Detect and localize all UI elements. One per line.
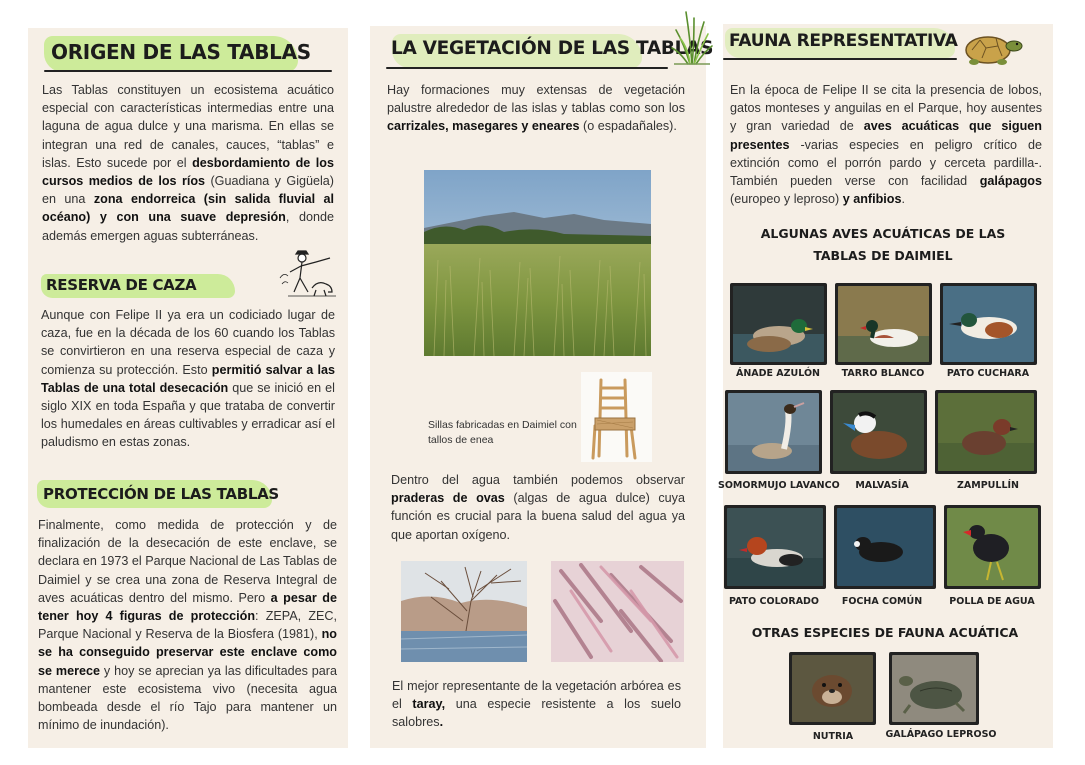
chair-caption: Sillas fabricadas en Daimiel con tallos de enea xyxy=(428,419,577,446)
other-fauna-heading: OTRAS ESPECIES DE FAUNA ACUÁTICA xyxy=(751,625,1019,640)
bold-text: a pesar de tener hoy 4 figuras de protección xyxy=(38,590,337,624)
bird-photo-zampullin xyxy=(935,390,1037,474)
protect-text xyxy=(38,516,337,734)
water-text xyxy=(391,471,685,544)
fauna-intro xyxy=(730,81,1042,208)
bold-text: aves acuáticas que siguen presentes xyxy=(730,119,1042,152)
bird-photo-tarro-blanco xyxy=(835,283,932,365)
bird-photo-somormujo xyxy=(725,390,822,474)
other-fauna-name: GALÁPAGO LEPROSO xyxy=(885,729,997,740)
bird-photo-malvasia xyxy=(830,390,927,474)
turtle-icon xyxy=(958,28,1024,68)
bold-text: permitió salvar a las Tablas de una total desecación xyxy=(41,362,335,395)
birds-heading: ALGUNAS AVES ACUÁTICAS DE LAS TABLAS DE DAIMIEL xyxy=(760,226,1006,263)
text-run: una especie resistente a los suelo salobres xyxy=(392,697,681,730)
text-run: -varias especies en peligro crítico de extinción como el porrón pardo y cerceta pardilla-. También pueden verse con facilidad xyxy=(730,137,1042,189)
text-run: Las Tablas constituyen un ecosistema acuático especial con características intermedias entre una laguna de agua dulce y una marisma. En ellas se integran una red de canales, cauces, “tablas” e islas. Esto sucede por el xyxy=(42,83,334,170)
bold-text: carrizales, masegares y eneares xyxy=(387,119,580,134)
bird-name: SOMORMUJO LAVANCO xyxy=(718,480,840,491)
text-run: y hoy se aprecian ya las dificultades para mantener este ecosistema vivo (necesita agua bombeada desde el río Tajo para mantener un mínimo de inundación). xyxy=(38,663,337,733)
title-underline xyxy=(386,67,668,69)
nutria-photo xyxy=(789,652,876,725)
bold-text: taray, xyxy=(412,697,446,712)
text-run: Hay formaciones muy extensas de vegetación palustre alrededor de las islas y tablas como son los xyxy=(387,83,685,116)
text-run: (Guadiana y Gigüela) en una xyxy=(42,174,334,207)
vegetation-title: LA VEGETACIÓN DE LAS TABLAS xyxy=(391,38,714,59)
text-run: . xyxy=(901,192,905,207)
galapago-photo xyxy=(889,652,979,725)
text-run: En la época de Felipe II se cita la presencia de lobos, gatos monteses y anguilas en el Parque, hoy ausentes y gran variedad de xyxy=(730,83,1042,134)
title-underline xyxy=(723,58,957,60)
text-run: Finalmente, como medida de protección y de finalización de la desecación de este enclave, se declara en 1973 el Parque Nacional de Las Tablas de Daimiel y se crea una zona de Reserva Integral de aves acuáticas dentro del mismo. Pero xyxy=(38,518,337,605)
text-run: : ZEPA, ZEC, Parque Nacional y Reserva de la Biosfera (1981), xyxy=(38,609,338,642)
text-run: El mejor representante de la vegetación arbórea es el xyxy=(392,679,681,712)
bold-text: praderas de ovas xyxy=(391,491,505,506)
reserve-title: RESERVA DE CAZA xyxy=(46,276,197,294)
vegetation-intro xyxy=(387,81,685,136)
reed-field-photo xyxy=(424,170,651,356)
fauna-title: FAUNA REPRESENTATIVA xyxy=(729,31,958,51)
origin-title: ORIGEN DE LAS TABLAS xyxy=(51,40,311,64)
chair-photo xyxy=(581,372,652,462)
title-underline xyxy=(44,70,332,72)
taray-river-photo xyxy=(401,561,527,662)
text-run: que se inició en el siglo XIX en toda España y que trataba de convertir los humedales en áreas cultivables y erradicar así el paludismo en estas zonas. xyxy=(41,380,335,450)
grass-icon xyxy=(670,8,714,66)
bold-text: zona endorreica (sin salida fluvial al océano) y con una suave depresión xyxy=(42,192,334,225)
bird-name: PATO COLORADO xyxy=(728,596,820,607)
bird-name: TARRO BLANCO xyxy=(841,368,925,379)
bird-name: MALVASÍA xyxy=(855,480,909,491)
bold-text: . xyxy=(439,715,444,730)
text-run: , donde además emergen aguas subterráneas. xyxy=(42,210,334,243)
hunter-illustration xyxy=(276,248,342,302)
bird-photo-pato-colorado xyxy=(724,505,826,589)
bird-name: ZAMPULLÍN xyxy=(957,480,1019,491)
bold-text: galápagos xyxy=(979,174,1042,189)
taray-text xyxy=(392,677,681,732)
bird-photo-polla-de-agua xyxy=(944,505,1041,589)
bold-text: desbordamiento de los cursos medios de los ríos xyxy=(42,155,334,189)
bird-name: POLLA DE AGUA xyxy=(949,596,1035,607)
text-run: Aunque con Felipe II ya era un codiciado lugar de caza, fue en la década de los 60 cuando los Tablas se convirtieron en una reserva especial de caza y comienza su protección. Esto xyxy=(41,308,335,377)
reserve-text xyxy=(41,306,335,452)
text-run: (algas de agua dulce) cuya función es crucial para la buena salud del agua ya que aportan oxígeno. xyxy=(391,491,685,542)
bird-name: ÁNADE AZULÓN xyxy=(735,368,821,379)
other-fauna-name: NUTRIA xyxy=(812,731,854,742)
text-run: Dentro del agua también podemos observar xyxy=(391,473,685,487)
bold-text: no se ha conseguido preservar este enclave como se merece xyxy=(38,627,337,678)
bold-text: y anfibios xyxy=(842,192,902,207)
origin-text xyxy=(42,81,334,245)
bird-photo-anade-azulon xyxy=(730,283,827,365)
bird-photo-pato-cuchara xyxy=(940,283,1037,365)
bird-photo-focha-comun xyxy=(834,505,936,589)
text-run: (o espadañales). xyxy=(579,119,677,134)
bird-name: FOCHA COMÚN xyxy=(841,596,923,607)
taray-flowers-photo xyxy=(551,561,684,662)
text-run: (europeo y leproso) xyxy=(730,192,843,207)
bird-name: PATO CUCHARA xyxy=(946,368,1030,379)
protect-title: PROTECCIÓN DE LAS TABLAS xyxy=(43,485,279,503)
